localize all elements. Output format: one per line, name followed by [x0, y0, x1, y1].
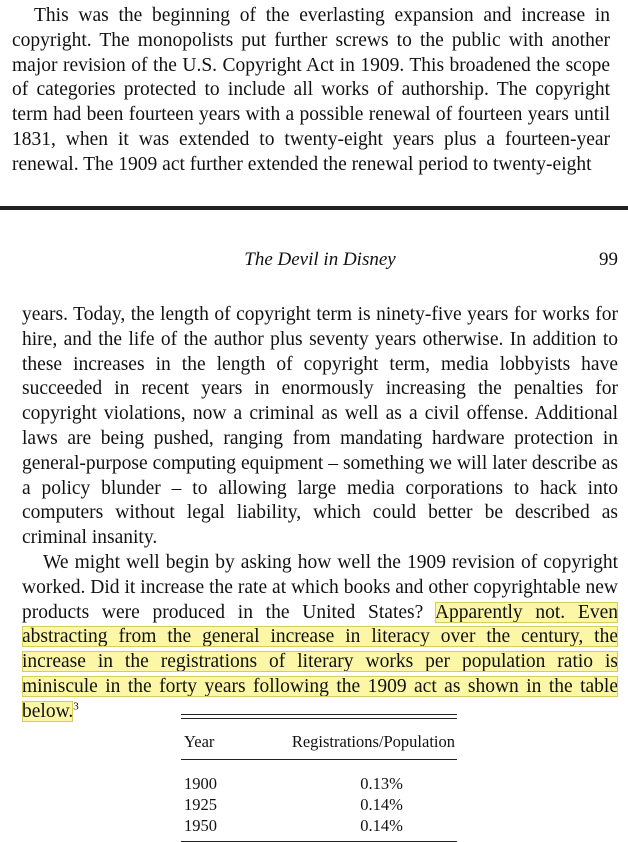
registrations-table	[181, 714, 457, 842]
highlighted-passage[interactable]: Apparently not. Even abstracting from the general increase in literacy over the century, the increase in the registrations of literary works per population ratio is miniscule in the forty years following the 1909 act as shown in the table below.	[22, 601, 618, 722]
page-number: 99	[599, 249, 618, 270]
body-paragraph-1: years. Today, the length of copyright term is ninety-five years for works for hire, and the life of the author plus seventy years otherwise. In addition to these increases in the length of copyright term, media lobbyists have succeeded in recent years in enormously increasing the penalties for copyright violations, now a criminal as well as a civil offense. Additional laws are being pushed, ranging from mandating hardware protection in general-purpose computing equipment – something we will later describe as a policy blunder – to allowing large media corporations to hack into computers without legal liability, which could better be described as criminal insanity.	[22, 304, 618, 549]
page-body	[22, 303, 618, 725]
table-row	[181, 773, 457, 794]
table-header-ratio: Registrations/Population	[291, 732, 455, 751]
running-head-title: The Devil in Disney	[244, 249, 396, 270]
page-divider	[0, 206, 628, 210]
table-row	[181, 815, 457, 836]
paragraph-2-text: We might well begin by asking how well the 1909 revision of copyright worked. Did it increase the rate at which books and other copyrightable new products were produced in the United States?	[22, 551, 618, 623]
table-cell-year: 1900	[184, 774, 217, 793]
table-body	[181, 760, 457, 841]
table-cell-ratio: 0.14%	[360, 795, 403, 814]
table-row	[181, 794, 457, 815]
table-header-row	[181, 719, 457, 759]
body-paragraph-2	[22, 551, 618, 725]
table-cell-ratio: 0.14%	[360, 816, 403, 835]
table-cell-ratio: 0.13%	[360, 774, 403, 793]
table-header-year: Year	[184, 732, 215, 751]
running-head	[0, 247, 628, 273]
footnote-marker[interactable]: 3	[73, 700, 79, 713]
table-cell-year: 1925	[184, 795, 217, 814]
previous-page-paragraph: This was the beginning of the everlasting expansion and increase in copyright. The monopolists put further screws to the public with another major revision of the U.S. Copyright Act in 1909. This broadened the scope of categories protected to include all works of authorship. The copyright term had been fourteen years with a possible renewal of fourteen years until 1831, when it was extended to twenty-eight years plus a fourteen-year renewal. The 1909 act further extended the renewal period to twenty-eight	[12, 5, 610, 175]
table-cell-year: 1950	[184, 816, 217, 835]
previous-page-fragment	[0, 0, 628, 206]
